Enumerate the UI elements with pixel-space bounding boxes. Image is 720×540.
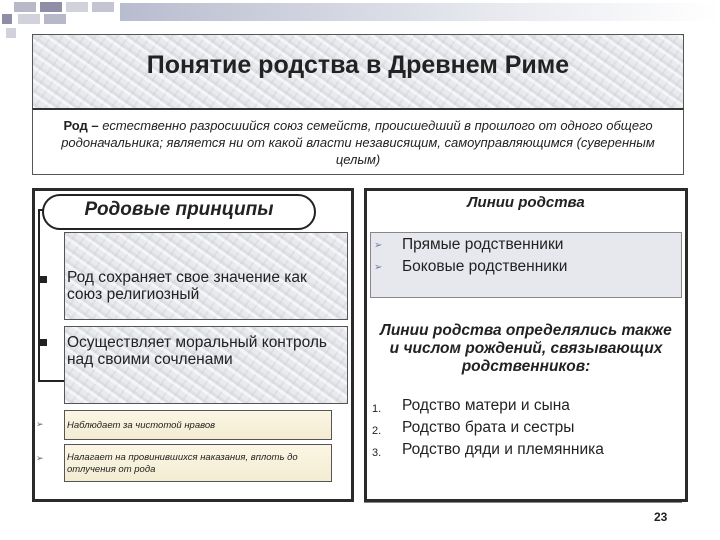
kinship-description: Линии родства определялись также и числом рождений, связывающих родственников: — [380, 322, 672, 375]
definition-text — [47, 117, 669, 168]
principles-heading: Родовые принципы — [42, 194, 316, 230]
kinship-line: Боковые родственники — [402, 258, 568, 275]
deco-square — [18, 14, 40, 24]
arrow-bullet-icon: ➢ — [374, 240, 383, 251]
deco-square — [44, 14, 66, 24]
numbered-item: Родство дяди и племянника — [402, 441, 604, 458]
list-number: 1. — [372, 403, 382, 415]
slide-title: Понятие родства в Древнем Риме — [146, 51, 570, 79]
numbered-item: Родство матери и сына — [402, 397, 570, 414]
note-text: Наблюдает за чистотой нравов — [67, 420, 216, 431]
principle-card — [64, 232, 348, 320]
definition-box — [32, 108, 684, 175]
deco-square — [6, 28, 16, 38]
arrow-bullet-icon: ➢ — [36, 453, 44, 463]
deco-square — [66, 2, 88, 12]
note-box — [64, 410, 332, 440]
square-bullet-icon — [40, 276, 47, 283]
numbered-item: Родство брата и сестры — [402, 419, 575, 436]
kinship-line: Прямые родственники — [402, 236, 564, 253]
bracket-line — [38, 380, 64, 382]
kinship-heading: Линии родства — [467, 194, 585, 211]
principle-text: Род сохраняет свое значение как союз религиозный — [67, 269, 307, 303]
arrow-bullet-icon: ➢ — [374, 262, 383, 273]
deco-square — [40, 2, 62, 12]
definition-body: естественно разросшийся союз семейств, происшедший в прошлого от одного общего родоначальника; является ни от какой власти независящим, самоуправляющимся (суверенным целым) — [61, 118, 655, 167]
square-bullet-icon — [40, 339, 47, 346]
principle-card — [64, 326, 348, 404]
list-number: 3. — [372, 447, 382, 459]
bracket-line — [38, 209, 40, 382]
principle-text: Осуществляет моральный контроль над своими сочленами — [67, 334, 327, 368]
title-box — [32, 34, 684, 110]
list-number: 2. — [372, 425, 382, 437]
page-number: 23 — [654, 510, 668, 524]
arrow-bullet-icon: ➢ — [36, 419, 44, 429]
header-gradient-band — [120, 3, 720, 21]
deco-square — [92, 2, 114, 12]
definition-term: Род – — [63, 118, 99, 133]
note-text: Налагает на провинившихся наказания, вплоть до отлучения от рода — [67, 452, 298, 475]
note-box — [64, 444, 332, 482]
deco-square — [2, 14, 12, 24]
footer-divider — [364, 502, 682, 503]
deco-square — [14, 2, 36, 12]
